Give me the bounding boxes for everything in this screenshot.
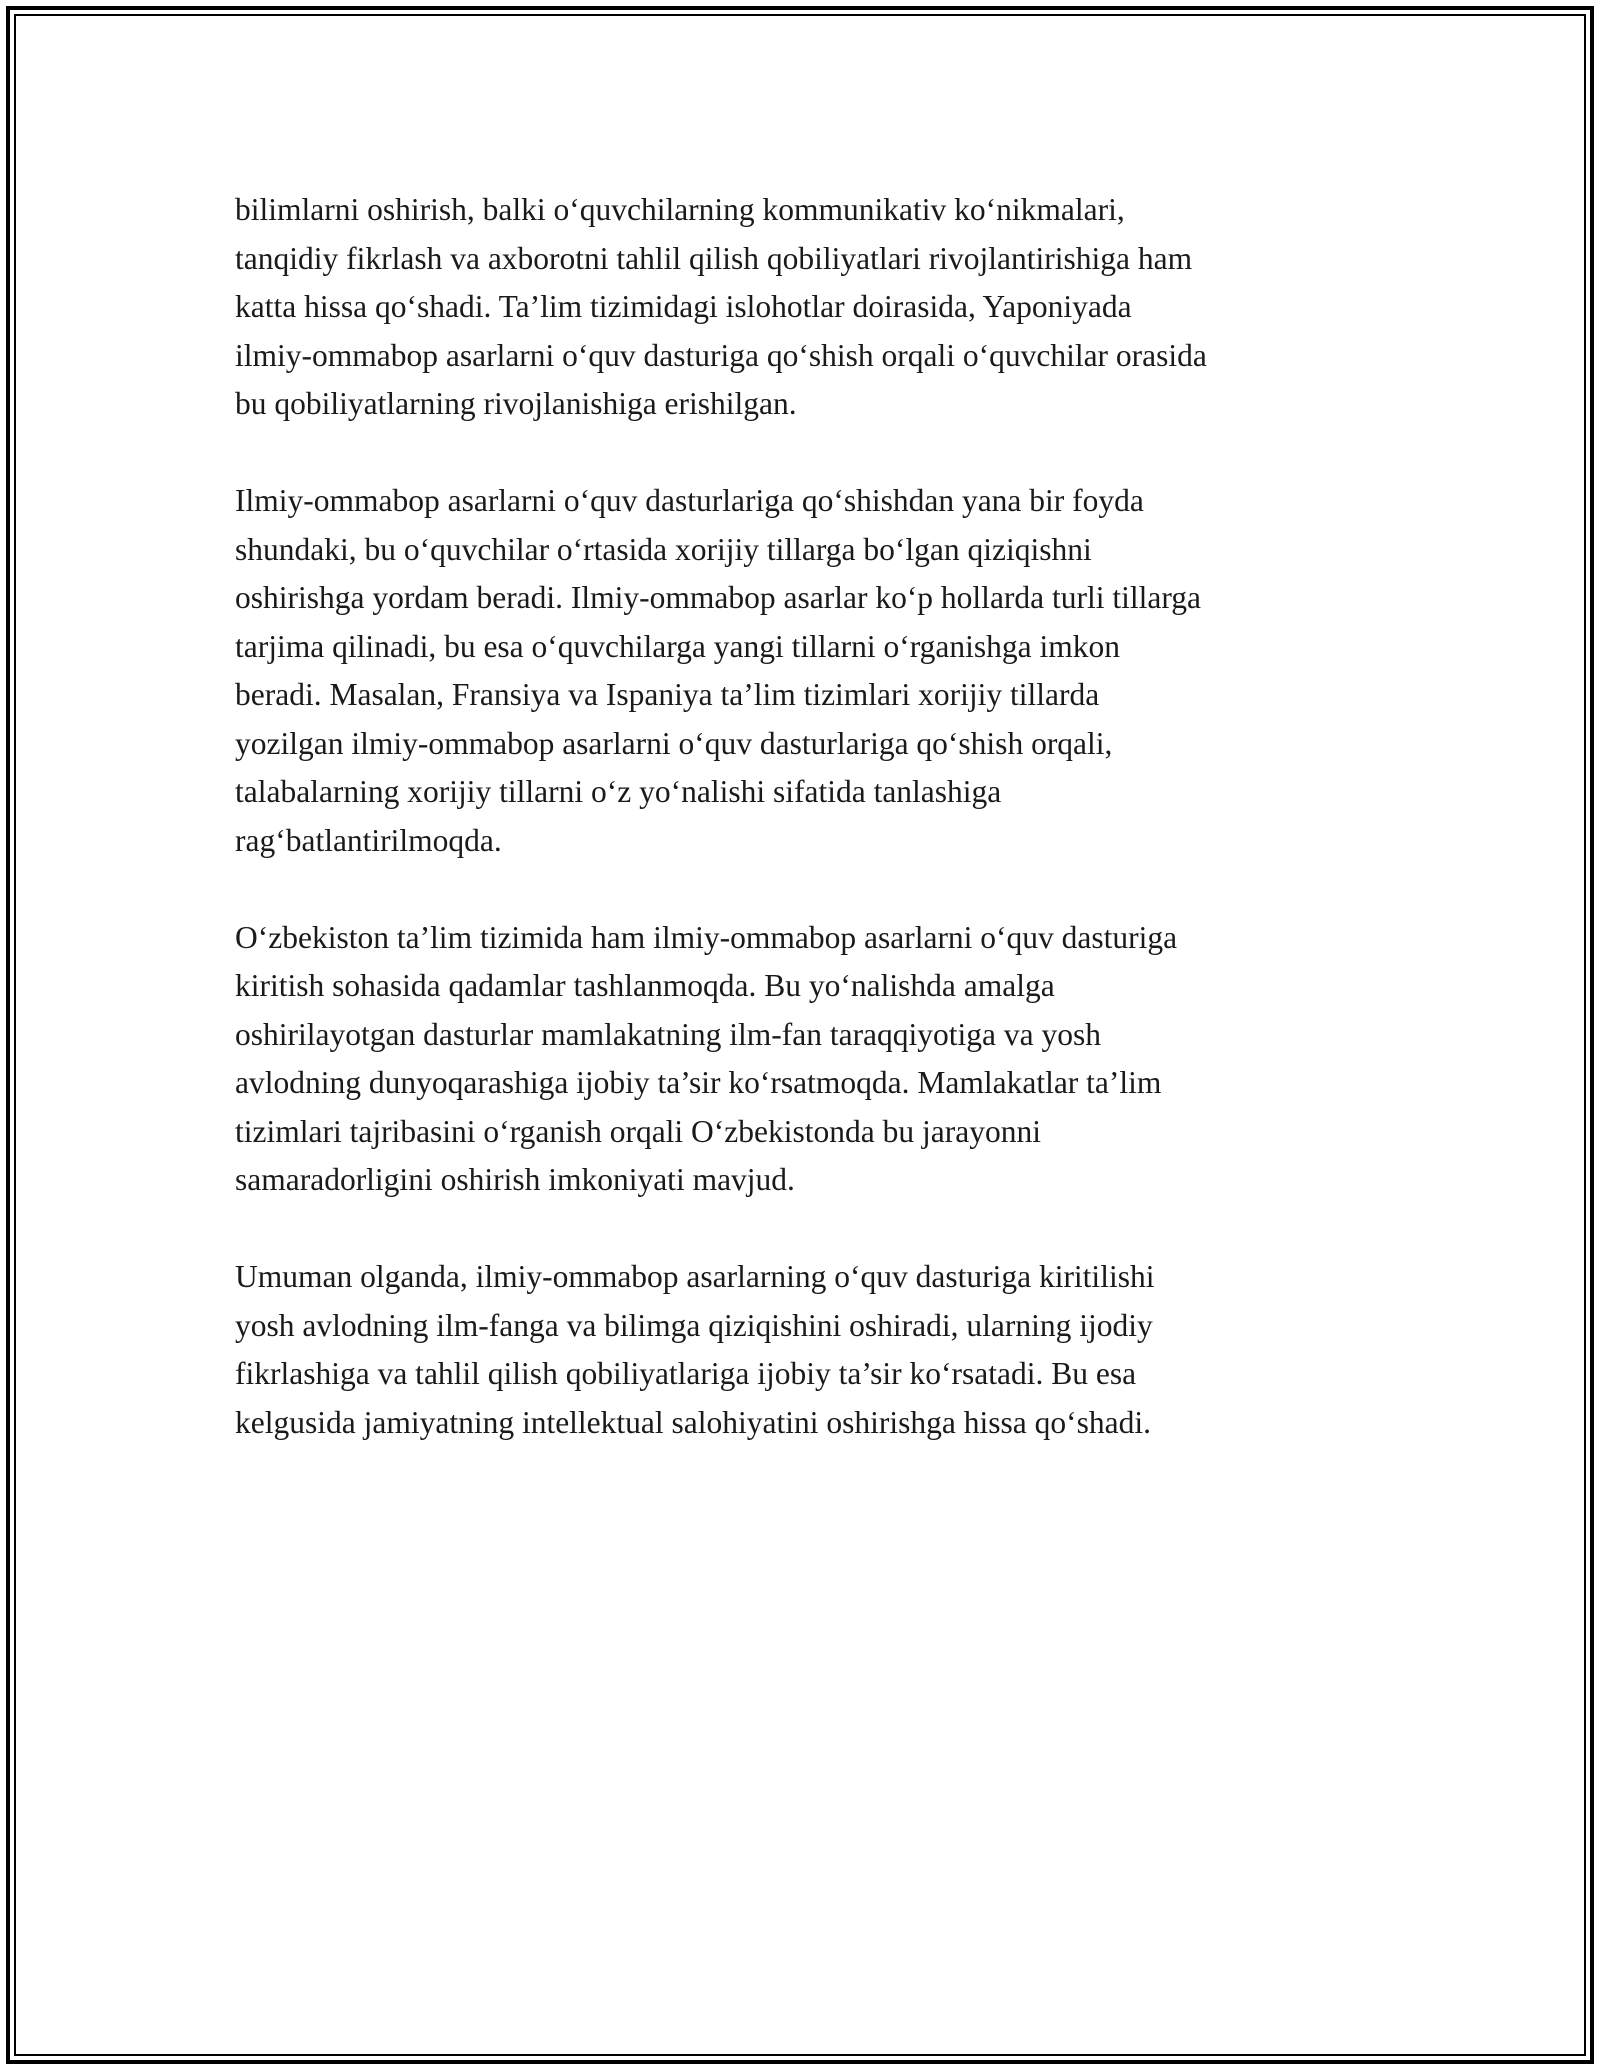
text-line: oshirilayotgan dasturlar mamlakatning ilm-fan taraqqiyotiga va yosh (235, 1016, 1102, 1052)
text-line: yozilgan ilmiy-ommabop asarlarni o‘quv dasturlariga qo‘shish orqali, (235, 725, 1113, 761)
text-line: avlodning dunyoqarashiga ijobiy ta’sir ko‘rsatmoqda. Mamlakatlar ta’lim (235, 1065, 1162, 1100)
text-line: rag‘batlantirilmoqda. (235, 822, 502, 858)
text-line: tizimlari tajribasini o‘rganish orqali O‘zbekistonda bu jarayonni (235, 1113, 1041, 1149)
text-line: samaradorligini oshirish imkoniyati mavjud. (235, 1162, 795, 1197)
paragraph-3 (235, 914, 1375, 1205)
paragraph-2 (235, 477, 1375, 865)
text-line: kiritish sohasida qadamlar tashlanmoqda. Bu yo‘nalishda amalga (235, 968, 1055, 1003)
text-line: shundaki, bu o‘quvchilar o‘rtasida xorijiy tillarga bo‘lgan qiziqishni (235, 531, 1092, 567)
text-line: Umuman olganda, ilmiy-ommabop asarlarning o‘quv dasturiga kiritilishi (235, 1259, 1155, 1294)
paragraph-1 (235, 186, 1375, 429)
text-line: bu qobiliyatlarning rivojlanishiga erishilgan. (235, 386, 797, 421)
text-line: beradi. Masalan, Fransiya va Ispaniya ta’lim tizimlari xorijiy tillarda (235, 677, 1100, 712)
document-body (235, 186, 1375, 1496)
text-line: tarjima qilinadi, bu esa o‘quvchilarga yangi tillarni o‘rganishga imkon (235, 628, 1120, 664)
text-line: kelgusida jamiyatning intellektual salohiyatini oshirishga hissa qo‘shadi. (235, 1404, 1151, 1440)
text-line: tanqidiy fikrlash va axborotni tahlil qilish qobiliyatlari rivojlantirishiga ham (235, 240, 1193, 276)
paragraph-4 (235, 1253, 1375, 1447)
text-line: talabalarning xorijiy tillarni o‘z yo‘nalishi sifatida tanlashiga (235, 774, 1002, 809)
text-line: fikrlashiga va tahlil qilish qobiliyatlariga ijobiy ta’sir ko‘rsatadi. Bu esa (235, 1356, 1137, 1391)
text-line: katta hissa qo‘shadi. Ta’lim tizimidagi islohotlar doirasida, Yaponiyada (235, 289, 1132, 324)
text-line: ilmiy-ommabop asarlarni o‘quv dasturiga qo‘shish orqali o‘quvchilar orasida (235, 337, 1207, 373)
text-line: yosh avlodning ilm-fanga va bilimga qiziqishini oshiradi, ularning ijodiy (235, 1307, 1153, 1343)
text-line: O‘zbekiston ta’lim tizimida ham ilmiy-ommabop asarlarni o‘quv dasturiga (235, 919, 1178, 955)
text-line: oshirishga yordam beradi. Ilmiy-ommabop asarlar ko‘p hollarda turli tillarga (235, 580, 1202, 615)
text-line: bilimlarni oshirish, balki o‘quvchilarning kommunikativ ko‘nikmalari, (235, 192, 1125, 227)
text-line: Ilmiy-ommabop asarlarni o‘quv dasturlariga qo‘shishdan yana bir foyda (235, 483, 1144, 518)
